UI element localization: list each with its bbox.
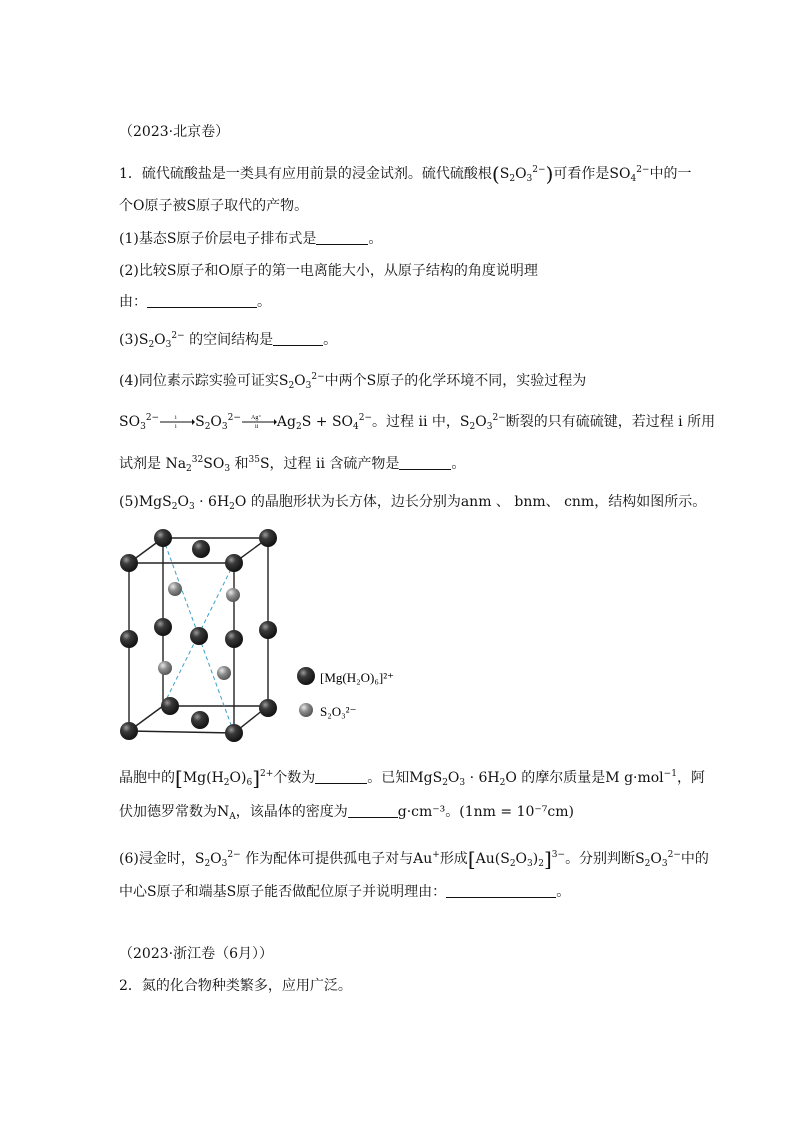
reaction-arrow-i bbox=[159, 413, 195, 427]
answer-blank-4[interactable] bbox=[399, 455, 451, 470]
reaction-arrow-ii bbox=[241, 413, 277, 427]
mg-ball bbox=[154, 529, 172, 547]
question-1-part-5: $(5)MgS_2O_3 \cdot 6H_2O$ 的晶胞形状为长方体，边长分别为anm 、 bnm、 cnm，结构如图所示。 bbox=[119, 494, 707, 512]
mg-ball bbox=[225, 630, 243, 648]
question-1-intro: 1．硫代硫酸盐是一类具有应用前景的浸金试剂。硫代硫酸根$(S_2O_3^{2-})$可看作是$SO_4^{2-}$中的一 bbox=[119, 162, 692, 186]
question-1-part-2-line2: 由： 。 bbox=[119, 294, 271, 310]
legend-label-mg: [Mg(H₂O)₆]²⁺ bbox=[320, 670, 394, 685]
mg-ball bbox=[259, 529, 277, 547]
svg-text:ii: ii bbox=[254, 424, 259, 429]
mg-ball bbox=[120, 722, 138, 740]
mg-ball bbox=[259, 621, 277, 639]
question-1-part-4: (4)同位素示踪实验可证实$S_2O_3^{2-}$中两个S原子的化学环境不同，实验过程为 bbox=[119, 372, 587, 391]
question-2-intro: 2．氮的化合物种类繁多，应用广泛。 bbox=[119, 978, 352, 994]
mg-ball bbox=[120, 554, 138, 572]
question-1-part-3: $(3)S_2O_3^{2-}$ 的空间结构是 。 bbox=[119, 331, 338, 350]
crystal-unit-cell-diagram bbox=[110, 528, 410, 753]
question-1-part-6: (6)浸金时，$S_2O_3^{2-}$ 作为配体可提供孤电子对与Au+形成$[Au(S_2O_3)_2]^{3-}$。分别判断$S_2O_3^{2-}$中的 bbox=[119, 847, 709, 871]
legend bbox=[297, 667, 394, 719]
question-1-part-2: (2)比较S原子和O原子的第一电离能大小，从原子结构的角度说明理 bbox=[119, 263, 538, 279]
mg-ball bbox=[191, 711, 209, 729]
answer-blank-2[interactable] bbox=[147, 293, 257, 308]
source-label-beijing: （2023·北京卷） bbox=[119, 124, 230, 140]
svg-text:i: i bbox=[175, 415, 177, 421]
question-1-part-1: (1)基态S原子价层电子排布式是 。 bbox=[119, 231, 383, 247]
answer-blank-6[interactable] bbox=[446, 883, 556, 898]
answer-blank-5b[interactable] bbox=[348, 803, 398, 818]
question-1-part-5-line3: 伏加德罗常数为$N_A$，该晶体的密度为 g·cm⁻³。(1nm = 10⁻⁷cm) bbox=[119, 804, 574, 822]
answer-blank-3[interactable] bbox=[273, 331, 323, 346]
mg-ball bbox=[161, 697, 179, 715]
answer-blank-1[interactable] bbox=[316, 230, 368, 245]
svg-text:i: i bbox=[175, 424, 177, 429]
s2o3-ball bbox=[217, 666, 231, 680]
svg-text:Ag⁺: Ag⁺ bbox=[250, 415, 262, 421]
mg-ball bbox=[120, 630, 138, 648]
s2o3-ball bbox=[168, 582, 182, 596]
source-label-zhejiang: （2023·浙江卷（6月）） bbox=[119, 946, 273, 962]
mg-ball bbox=[225, 724, 243, 742]
question-1-intro-line2: 个O原子被S原子取代的产物。 bbox=[119, 198, 309, 214]
answer-blank-5a[interactable] bbox=[315, 769, 367, 784]
s2o3-ball bbox=[226, 588, 240, 602]
s2o3-ball bbox=[158, 661, 172, 675]
mg-ball bbox=[154, 618, 172, 636]
mg-ball bbox=[192, 540, 210, 558]
mg-h2o6-balls bbox=[120, 529, 277, 742]
legend-light-ball bbox=[299, 703, 313, 717]
mg-ball bbox=[259, 699, 277, 717]
mg-ball bbox=[225, 554, 243, 572]
legend-label-s2o3: S₂O₃²⁻ bbox=[320, 704, 357, 719]
reaction-equation-line: $SO_3^{2-}$ i i $S_2O_3^{2-}$ Ag⁺ ii $Ag_2S + SO_4^{2-}$。过程 ii 中，$S_2O_3^{2-}$断裂的只有硫硫键，若过程 i 所用 bbox=[119, 413, 716, 432]
question-1-part-6-line2: 中心S原子和端基S原子能否做配位原子并说明理由： 。 bbox=[119, 884, 571, 900]
question-1-part-5-line2: 晶胞中的$[Mg(H_2O)_6]^{2+}$个数为 。已知$MgS_2O_3 \cdot 6H_2O$ 的摩尔质量是M g·mol$^{-1}$，阿 bbox=[119, 766, 705, 790]
question-1-part-4-line3: 试剂是 $Na_2^{32}SO_3$ 和$^{35}$S，过程 ii 含硫产物是 。 bbox=[119, 455, 466, 474]
mg-ball bbox=[190, 627, 208, 645]
legend-dark-ball bbox=[297, 667, 315, 685]
